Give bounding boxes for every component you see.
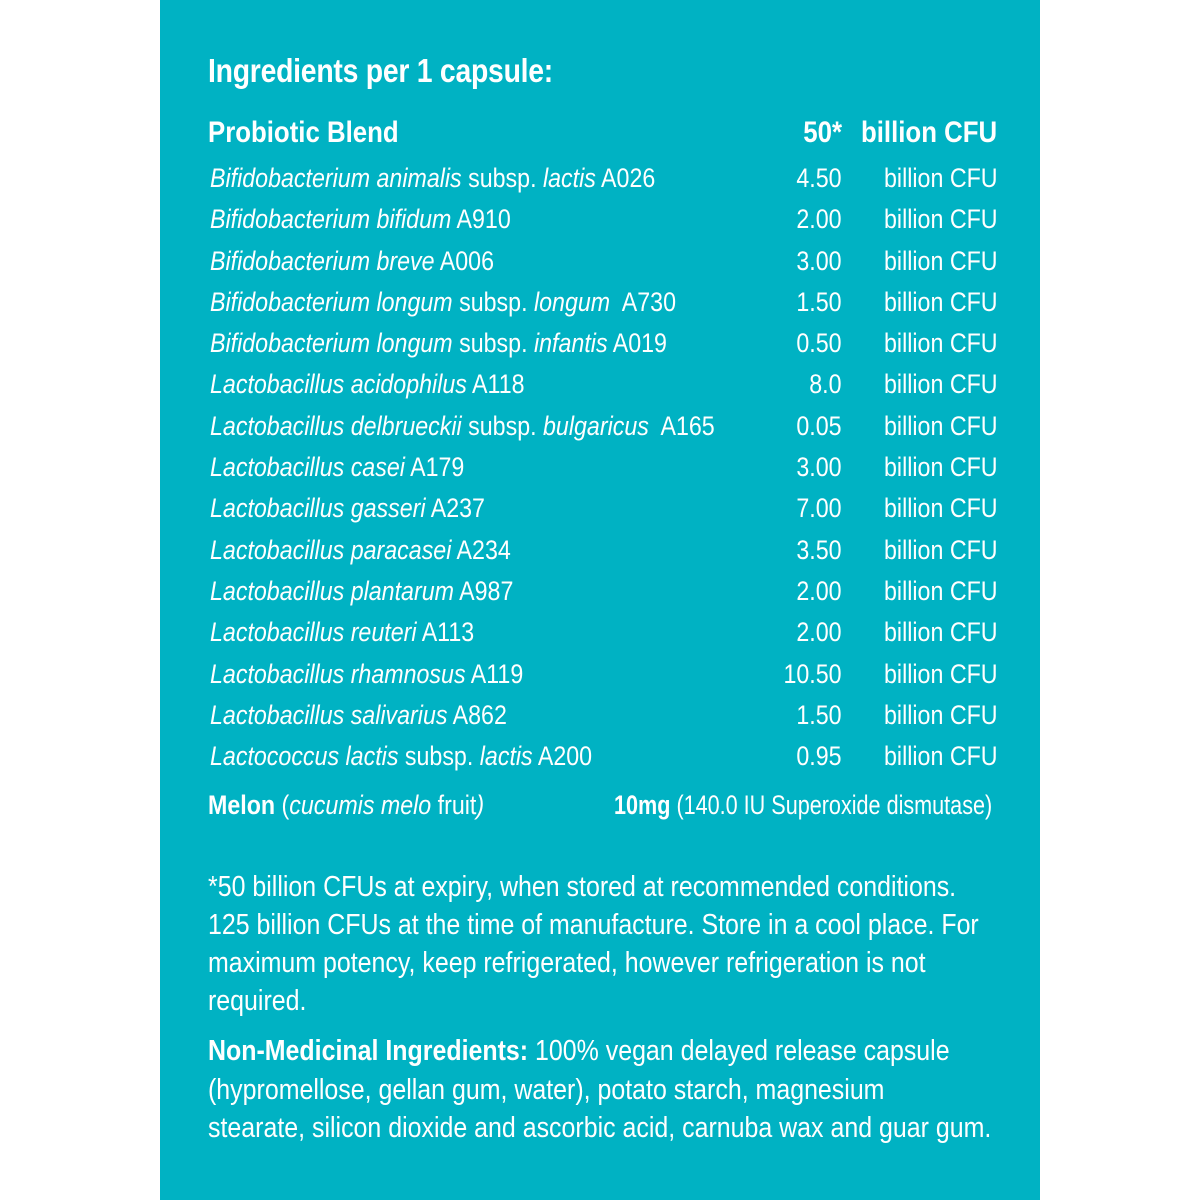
strain-name — [210, 241, 494, 282]
blend-amount: 50* — [803, 116, 842, 149]
strain-value: 10.50 — [783, 658, 842, 689]
strain-row — [160, 158, 1040, 199]
strain-value: 1.50 — [796, 699, 842, 730]
strain-row — [160, 364, 1040, 405]
strain-value: 0.05 — [796, 410, 842, 441]
strain-row — [160, 654, 1040, 695]
strain-unit: billion CFU — [884, 410, 998, 441]
footnote-line: *50 billion CFUs at expiry, when stored at recommended conditions. — [208, 871, 957, 903]
strain-species: Bifidobacterium animalis — [210, 163, 462, 193]
strain-value: 7.00 — [796, 493, 842, 524]
strain-name — [210, 323, 667, 364]
strain-unit: billion CFU — [884, 575, 998, 606]
strain-species: Lactobacillus delbrueckii — [210, 410, 462, 441]
strain-subsp-label: subsp. — [452, 328, 534, 359]
strain-species: Bifidobacterium longum — [210, 286, 453, 317]
strain-name — [210, 736, 592, 777]
strain-value: 3.50 — [796, 534, 842, 565]
strain-subspecies: bulgaricus — [543, 410, 649, 441]
nmi-line — [208, 1032, 982, 1071]
strain-name — [210, 654, 523, 695]
strain-name — [210, 612, 474, 653]
strain-row — [160, 695, 1040, 736]
strain-unit: billion CFU — [884, 617, 998, 648]
strain-name — [210, 447, 464, 488]
strain-row — [160, 736, 1040, 777]
strain-code: A119 — [465, 658, 524, 689]
strain-unit: billion CFU — [884, 286, 998, 317]
strain-species: Lactobacillus gasseri — [210, 493, 426, 524]
strain-species: Bifidobacterium longum — [210, 328, 453, 359]
strain-value: 2.00 — [796, 617, 842, 648]
strain-name — [210, 571, 513, 612]
strain-species: Bifidobacterium bifidum — [210, 204, 452, 235]
strain-unit: billion CFU — [884, 245, 998, 276]
strain-value: 0.50 — [796, 328, 842, 359]
nmi-text: 100% vegan delayed release capsule — [528, 1035, 950, 1067]
probiotic-blend-header — [160, 116, 1040, 154]
strain-value: 2.00 — [796, 204, 842, 235]
strain-species: Bifidobacterium breve — [210, 245, 435, 276]
melon-dose-amount: 10mg — [614, 790, 671, 820]
strain-row — [160, 199, 1040, 240]
strain-row — [160, 323, 1040, 364]
strain-unit: billion CFU — [884, 658, 998, 689]
strain-name — [210, 364, 525, 405]
strain-unit: billion CFU — [884, 534, 998, 565]
strain-row — [160, 447, 1040, 488]
strain-row — [160, 488, 1040, 529]
melon-label — [208, 786, 484, 824]
strain-value: 4.50 — [796, 163, 842, 193]
strain-subsp-label: subsp. — [461, 410, 544, 441]
strain-unit: billion CFU — [884, 328, 998, 359]
strain-species: Lactobacillus acidophilus — [210, 369, 467, 400]
strain-unit: billion CFU — [884, 493, 998, 524]
strain-code: A862 — [447, 699, 507, 730]
strain-code: A019 — [607, 328, 667, 359]
melon-ingredient-row — [160, 786, 1040, 826]
strain-unit: billion CFU — [884, 699, 998, 730]
strain-code: A113 — [416, 617, 475, 648]
strain-row — [160, 612, 1040, 653]
footnote-line: required. — [208, 985, 307, 1017]
melon-paren-open: ( — [275, 790, 290, 820]
strain-subsp-label: subsp. — [398, 741, 480, 772]
strain-name — [210, 530, 511, 571]
strain-code: A730 — [610, 286, 676, 317]
ingredients-panel — [160, 0, 1040, 1200]
nmi-label: Non-Medicinal Ingredients: — [208, 1035, 529, 1067]
non-medicinal-ingredients — [208, 1032, 992, 1148]
strain-code: A200 — [532, 741, 593, 772]
strain-value: 2.00 — [796, 575, 842, 606]
nmi-line: (hypromellose, gellan gum, water), potato starch, magnesium — [208, 1073, 885, 1106]
melon-dose-detail: (140.0 IU Superoxide dismutase) — [670, 790, 993, 820]
melon-paren-close: ) — [476, 790, 485, 820]
blend-unit: billion CFU — [861, 116, 998, 149]
strain-name — [210, 158, 655, 199]
strain-subspecies: lactis — [479, 741, 533, 772]
strain-value: 3.00 — [796, 245, 842, 276]
ingredients-heading: Ingredients per 1 capsule: — [208, 52, 553, 89]
strain-code: A910 — [451, 204, 511, 235]
footnote-line: 125 billion CFUs at the time of manufacture. Store in a cool place. For — [208, 909, 979, 941]
strain-subsp-label: subsp. — [461, 163, 543, 193]
strain-value: 8.0 — [809, 369, 842, 400]
strain-row — [160, 530, 1040, 571]
strain-species: Lactobacillus rhamnosus — [210, 658, 466, 689]
melon-latin-rest: fruit — [431, 790, 477, 820]
strain-species: Lactobacillus casei — [210, 452, 405, 483]
strain-unit: billion CFU — [884, 204, 998, 235]
strain-row — [160, 571, 1040, 612]
strain-code: A179 — [404, 452, 465, 483]
strain-name — [210, 199, 511, 240]
strain-subsp-label: subsp. — [452, 286, 534, 317]
nmi-line: stearate, silicon dioxide and ascorbic acid, carnuba wax and guar gum. — [208, 1112, 992, 1144]
melon-name: Melon — [208, 790, 276, 820]
strain-name — [210, 282, 676, 323]
strain-unit: billion CFU — [884, 741, 998, 772]
strain-list — [160, 158, 1040, 777]
strain-species: Lactobacillus paracasei — [210, 534, 452, 565]
strain-row — [160, 406, 1040, 447]
strain-unit: billion CFU — [884, 452, 998, 483]
strain-name — [210, 695, 507, 736]
strain-value: 0.95 — [796, 741, 842, 772]
strain-name — [210, 406, 715, 447]
strain-code: A234 — [451, 534, 511, 565]
strain-name — [210, 488, 485, 529]
strain-species: Lactobacillus plantarum — [210, 575, 454, 606]
strain-subspecies: infantis — [533, 328, 608, 359]
strain-unit: billion CFU — [884, 163, 998, 193]
strain-code: A006 — [434, 245, 494, 276]
melon-dose — [614, 786, 992, 824]
strain-value: 3.00 — [796, 452, 842, 483]
strain-species: Lactococcus lactis — [210, 741, 399, 772]
strain-code: A026 — [595, 163, 656, 193]
strain-subspecies: lactis — [542, 163, 596, 193]
strain-unit: billion CFU — [884, 369, 998, 400]
strain-row — [160, 282, 1040, 323]
strain-code: A118 — [466, 369, 525, 400]
strain-species: Lactobacillus reuteri — [210, 617, 417, 648]
strain-code: A237 — [425, 493, 485, 524]
strain-code: A987 — [453, 575, 514, 606]
strain-species: Lactobacillus salivarius — [210, 699, 448, 730]
strain-row — [160, 241, 1040, 282]
strain-subspecies: longum — [533, 286, 611, 317]
blend-name: Probiotic Blend — [208, 116, 399, 149]
footnote-line: maximum potency, keep refrigerated, however refrigeration is not — [208, 947, 926, 979]
cfu-footnote — [208, 868, 982, 1020]
strain-code: A165 — [648, 410, 715, 441]
strain-value: 1.50 — [796, 286, 842, 317]
melon-latin-name: cucumis melo — [289, 790, 432, 820]
